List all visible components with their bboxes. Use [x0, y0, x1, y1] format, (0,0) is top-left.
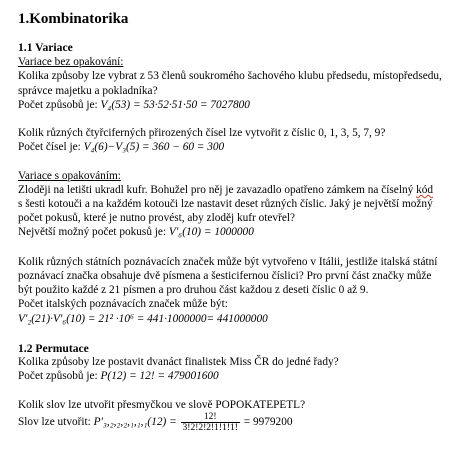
task5-formula: P(12) = 12! = 479001600 [100, 370, 219, 382]
task6-formula-rhs: = 9979200 [243, 416, 293, 428]
task3-line2: s šesti kotouči a na každém kotouči lze nastavit deset různých číslic. Jaký je největší možný [18, 198, 433, 210]
task6-fraction [181, 412, 240, 433]
task1-result-label: Počet způsobů je: [18, 99, 98, 111]
task1-line2: správce majetku a pokladníka? [18, 85, 158, 97]
task5-result-label: Počet způsobů je: [18, 370, 98, 382]
task6-line1: Kolik slov lze utvořit přesmyčkou ve slově POPOKATEPETL? [18, 399, 306, 411]
task4-formula: V′₂(21)·V′₆(10) = 21² ·10⁶ = 441·1000000= 441000000 [18, 313, 268, 325]
task6-fraction-numerator: 12! [181, 412, 240, 423]
task4-line3: být použito každé z 21 písmen a pro druhou část každou z deseti číslic 0 až 9. [18, 284, 369, 296]
task2-result-label: Počet čísel je: [18, 141, 81, 153]
task4-line1: Kolik různých státních poznávacích značek může být vytvořeno v Itálii, jestliže italská státní [18, 256, 438, 268]
task4-line4: Počet italských poznávacích značek může být: [18, 298, 228, 310]
task6-result [18, 410, 293, 434]
task2-line1: Kolik různých čtyřciferných přirozených čísel lze vytvořit z číslic 0, 1, 3, 5, 7, 9? [18, 127, 386, 139]
task3-line1-text: Zloději na letišti ukradl kufr. Bohužel pro něj je zavazadlo opatřeno zámkem na číselný [18, 184, 414, 196]
task6-fraction-denominator: 3!2!2!2!1!1!1! [182, 422, 238, 433]
page-title: 1.Kombinatorika [18, 11, 129, 27]
subheading-with-repeat: Variace s opakováním: [18, 170, 121, 182]
task5-result [18, 369, 219, 384]
task3-formula: V′₆(10) = 1000000 [168, 226, 254, 238]
task3-result-label: Největší možný počet pokusů je: [18, 226, 167, 238]
task6-formula-lhs: P′₃,₂,₂,₂,₁,₁,₁(12) = [93, 416, 177, 428]
task1-formula: V₄(53) = 53·52·51·50 = 7027800 [100, 99, 250, 111]
task6-result-label: Slov lze utvořit: [18, 416, 91, 428]
task3-line3: počet pokusů, které je nutno provést, aby zloděj kufr otevřel? [18, 212, 295, 224]
task5-line1: Kolika způsoby lze postavit dvanáct finalistek Miss ČR do jedné řady? [18, 356, 339, 368]
subheading-no-repeat: Variace bez opakování: [18, 56, 124, 68]
task4-line2: poznávací značka obsahuje dvě písmena a šesticifernou číslici? Pro první část značky může [18, 270, 432, 282]
task2-formula: V₄(6)−V₃(5) = 360 − 60 = 300 [83, 141, 225, 153]
task1-line1: Kolika způsoby lze vybrat z 53 členů soukromého šachového klubu předsedu, místopředsedu, [18, 70, 442, 82]
section-heading-permutace: 1.2 Permutace [18, 342, 89, 355]
task3-line1-kod: kód [416, 184, 434, 196]
section-heading-variace: 1.1 Variace [18, 41, 73, 54]
task1-result [18, 98, 250, 113]
task2-result [18, 140, 224, 155]
task3-result [18, 225, 254, 240]
